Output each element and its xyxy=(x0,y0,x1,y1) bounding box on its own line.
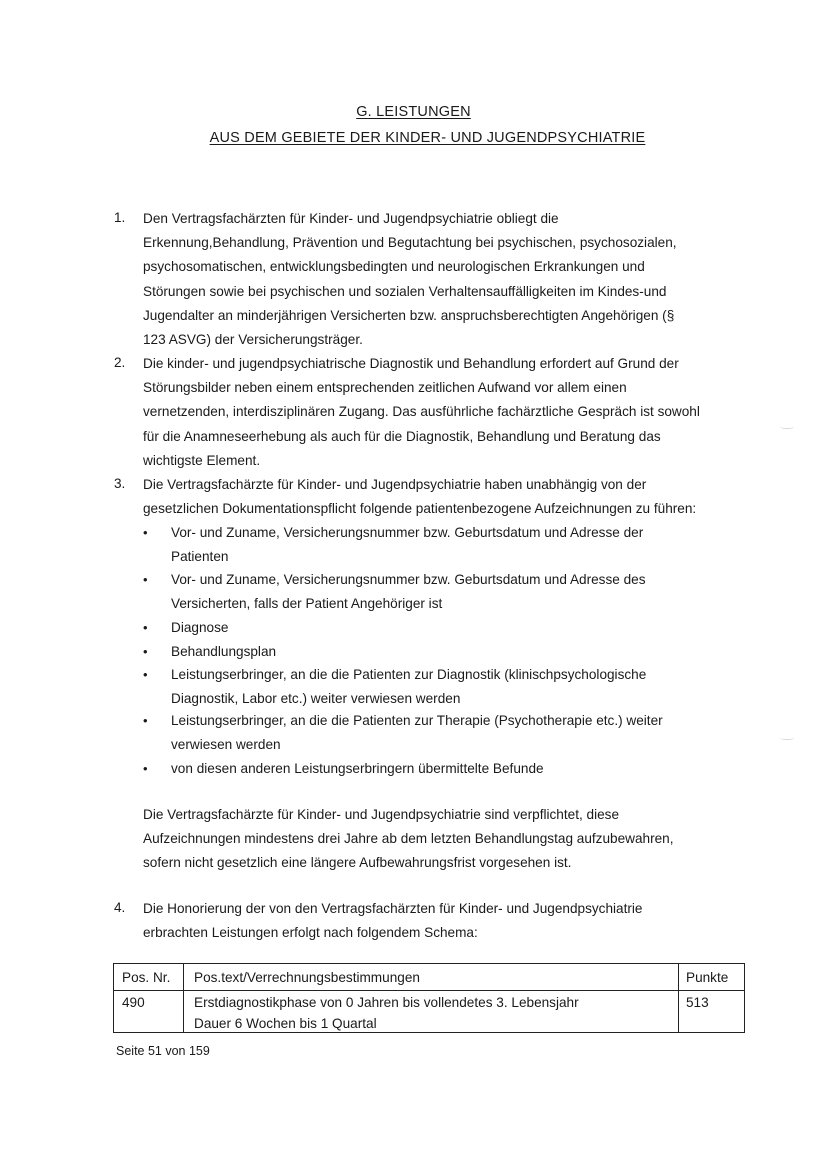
section-1-line: Den Vertragsfachärzten für Kinder- und Jugendpsychiatrie obliegt die xyxy=(143,211,559,226)
scan-mark xyxy=(780,736,794,740)
retention-line: Aufzeichnungen mindestens drei Jahre ab dem letzten Behandlungstag aufzubewahren, xyxy=(143,831,674,847)
bullet-item xyxy=(171,616,731,640)
table-header-points: Punkte xyxy=(686,970,729,985)
bullet-line: Versicherten, falls der Patient Angehöriger ist xyxy=(171,596,443,612)
table-header-text: Pos.text/Verrechnungsbestimmungen xyxy=(194,970,420,985)
bullet-icon: • xyxy=(143,572,148,587)
section-1-line: 123 ASVG) der Versicherungsträger. xyxy=(143,331,363,347)
retention-line: Die Vertragsfachärzte für Kinder- und Jugendpsychiatrie sind verpflichtet, diese xyxy=(143,807,620,822)
section-1-line: Störungen sowie bei psychischen und sozialen Verhaltensauffälligkeiten im Kindes-und xyxy=(143,283,667,299)
bullet-item xyxy=(171,709,731,757)
heading-line-2: AUS DEM GEBIETE DER KINDER- UND JUGENDPSYCHIATRIE xyxy=(209,130,646,146)
table-cell-pos: 490 xyxy=(122,995,145,1010)
bullet-item xyxy=(171,521,731,569)
bullet-icon: • xyxy=(143,525,148,540)
bullet-item xyxy=(171,663,731,711)
bullet-icon: • xyxy=(143,620,148,635)
bullet-line: Behandlungsplan xyxy=(171,644,277,659)
bullet-line: verwiesen werden xyxy=(171,737,281,753)
section-4-text xyxy=(143,897,763,945)
bullet-icon: • xyxy=(143,713,148,728)
section-1-line: Jugendalter an minderjährigen Versicherten bzw. anspruchsberechtigten Angehörigen (§ xyxy=(143,307,675,323)
section-2-line: Störungsbilder neben einem entsprechenden zeitlichen Aufwand vor allem einen xyxy=(143,380,627,396)
bullet-line: Leistungserbringer, an die die Patienten zur Therapie (Psychotherapie etc.) weiter xyxy=(171,713,663,728)
bullet-line: Vor- und Zuname, Versicherungsnummer bzw. Geburtsdatum und Adresse des xyxy=(171,572,646,587)
section-2-line: vernetzenden, interdisziplinären Zugang. Das ausführliche fachärztliche Gespräch ist sowohl xyxy=(143,404,700,420)
section-2-line: wichtigste Element. xyxy=(143,452,261,468)
section-3-line: gesetzlichen Dokumentationspflicht folgende patientenbezogene Aufzeichnungen zu führen: xyxy=(143,501,697,517)
table-cell-points: 513 xyxy=(686,995,709,1010)
bullet-item xyxy=(171,640,731,664)
retention-paragraph xyxy=(143,803,763,876)
bullet-line: Leistungserbringer, an die die Patienten zur Diagnostik (klinischpsychologische xyxy=(171,667,647,682)
section-number-2: 2. xyxy=(114,355,126,370)
section-1-line: Erkennung,Behandlung, Prävention und Begutachtung bei psychischen, psychosozialen, xyxy=(143,235,677,251)
section-3-text xyxy=(143,473,763,521)
bullet-line: von diesen anderen Leistungserbringern übermittelte Befunde xyxy=(171,761,544,776)
bullet-line: Diagnostik, Labor etc.) weiter verwiesen werden xyxy=(171,691,461,707)
section-1-text xyxy=(143,207,763,352)
bullet-item xyxy=(171,757,731,781)
table-column-divider xyxy=(183,964,184,1032)
page-footer: Seite 51 von 159 xyxy=(116,1044,210,1058)
bullet-icon: • xyxy=(143,761,148,776)
table-header-divider xyxy=(114,990,744,991)
heading-line-1: G. LEISTUNGEN xyxy=(356,104,471,120)
section-4-line: erbrachten Leistungen erfolgt nach folgendem Schema: xyxy=(143,925,478,941)
bullet-icon: • xyxy=(143,644,148,659)
section-number-4: 4. xyxy=(114,900,126,915)
section-3-line: Die Vertragsfachärzte für Kinder- und Jugendpsychiatrie haben unabhängig von der xyxy=(143,477,647,492)
retention-line: sofern nicht gesetzlich eine längere Aufbewahrungsfrist vorgesehen ist. xyxy=(143,855,572,871)
table-cell-text-line1: Erstdiagnostikphase von 0 Jahren bis vollendetes 3. Lebensjahr xyxy=(194,995,579,1010)
section-2-line: Die kinder- und jugendpsychiatrische Diagnostik und Behandlung erfordert auf Grund der xyxy=(143,356,679,371)
section-number-1: 1. xyxy=(114,210,126,225)
table-header-pos: Pos. Nr. xyxy=(122,970,171,985)
bullet-line: Patienten xyxy=(171,549,229,565)
fee-schedule-table xyxy=(113,963,745,1033)
section-2-text xyxy=(143,352,763,473)
section-4-line: Die Honorierung der von den Vertragsfachärzten für Kinder- und Jugendpsychiatrie xyxy=(143,901,643,916)
section-number-3: 3. xyxy=(114,476,126,491)
section-1-line: psychosomatischen, entwicklungsbedingten und neurologischen Erkrankungen und xyxy=(143,259,645,275)
table-cell-text-line2: Dauer 6 Wochen bis 1 Quartal xyxy=(194,1016,377,1031)
table-column-divider xyxy=(678,964,679,1032)
section-2-line: für die Anamneseerhebung als auch für die Diagnostik, Behandlung und Beratung das xyxy=(143,428,661,444)
bullet-icon: • xyxy=(143,667,148,682)
bullet-item xyxy=(171,568,731,616)
scan-mark xyxy=(780,425,794,429)
bullet-line: Vor- und Zuname, Versicherungsnummer bzw. Geburtsdatum und Adresse der xyxy=(171,525,644,540)
bullet-line: Diagnose xyxy=(171,620,229,635)
